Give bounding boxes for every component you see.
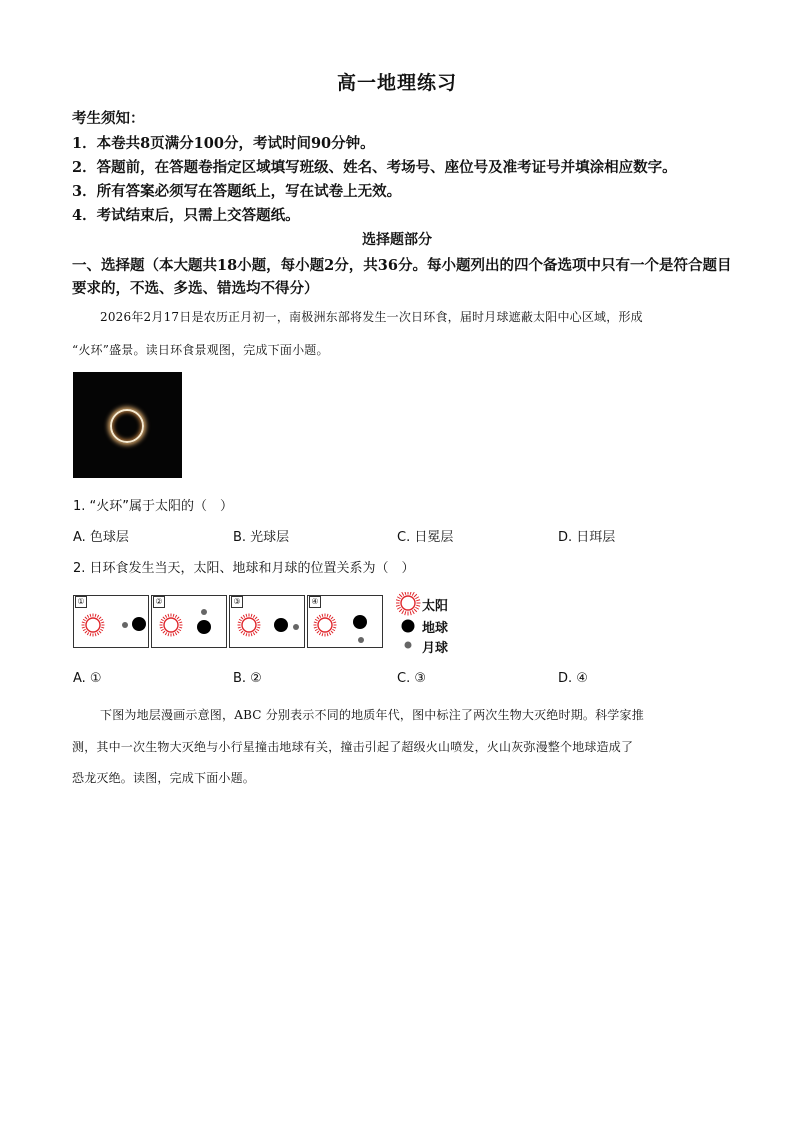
sun-ray [178,629,181,631]
earth-icon [353,615,367,629]
annular-eclipse-photo [73,372,182,478]
moon-icon [201,609,207,615]
diagram-panel-3 [229,595,305,648]
sun-ray [414,594,417,597]
sun-ray [90,614,91,617]
sun-ray [165,615,167,618]
q1-option-d[interactable]: D. 日珥层 [558,530,616,545]
sun-ray [402,592,404,595]
sun-ray [83,619,86,621]
section-title: 选择题部分 [362,232,432,248]
sun-ray [416,605,420,606]
sun-ray [246,633,247,636]
sun-ray [95,633,96,636]
sun-ray [410,611,411,615]
sun-ray [238,627,241,628]
sun-ray [329,615,331,618]
sun-ray [178,619,181,621]
sun-ray [179,627,182,628]
sun-ray [416,600,420,601]
moon-icon [122,622,128,628]
earth-icon [274,618,288,632]
q2-stem: 2. 日环食发生当天，太阳、地球和月球的位置关系为（ ） [73,561,415,576]
q1-option-a[interactable]: A. 色球层 [73,530,129,545]
moon-icon [405,642,412,649]
sun-ray [239,619,242,621]
q1-stem: 1. “火环”属于太阳的（ ） [73,499,234,514]
sun-ray [402,610,404,613]
sun-icon [160,614,183,637]
sun-ray [257,622,260,623]
sun-ray [255,617,257,619]
sun-ray [331,617,333,619]
sun-ray [238,622,241,623]
earth-icon [402,620,415,633]
sun-ray [256,629,259,631]
q2-option-d[interactable]: D. ④ [558,671,588,686]
sun-ray [333,627,336,628]
moon-icon [358,637,364,643]
sun-ray [175,632,177,635]
sun-ray [327,614,328,617]
sun-ray [246,614,247,617]
q2-option-a[interactable]: A. ① [73,671,102,686]
fire-ring-icon [110,409,144,443]
intro2-line3: 恐龙灭绝。读图，完成下面小题。 [72,771,256,785]
notice-item-1: 1．本卷共8页满分100分，考试时间90分钟。 [72,135,375,152]
diagram-panel-1 [73,595,149,648]
q1-option-b[interactable]: B. 光球层 [233,530,290,545]
sun-ray [163,631,165,633]
sun-ray [333,622,336,623]
sun-ray [253,632,255,635]
legend-moon-label: 月球 [422,641,449,656]
sun-ray [314,622,317,623]
sun-ray [87,632,89,635]
sun-ray [85,617,87,619]
earth-icon [132,617,146,631]
sun-ray [414,609,417,612]
sun-ray [396,605,400,606]
sun-ray [95,614,96,617]
notice-item-4: 4．考试结束后，只需上交答题纸。 [72,207,300,224]
sun-ray [83,629,86,631]
sun-ray [90,633,91,636]
sun-ray [243,615,245,618]
sun-ray [397,597,400,599]
sun-ray [255,631,257,633]
diagram-panel-4 [307,595,383,648]
sun-ray [412,592,414,595]
diagram-panel-2 [151,595,227,648]
sun-ray [405,592,406,595]
sun-ray [160,622,163,623]
sun-ray [327,633,328,636]
sun-ray [415,607,418,609]
sun-ray [332,619,335,621]
sun-ray [241,631,243,633]
intro2-line2: 测，其中一次生物大灭绝与小行星撞击地球有关，撞击引起了超级火山喷发，火山灰弥漫整个地球造成了 [72,740,634,754]
sun-ray [82,627,85,628]
sun-ray [239,629,242,631]
notice-heading: 考生须知： [72,110,145,127]
sun-ray [399,609,402,612]
panel-number: ③ [231,596,243,608]
sun-ray [317,617,319,619]
legend-sun-label: 太阳 [422,599,449,614]
q1-option-c[interactable]: C. 日冕层 [397,530,454,545]
sun-ray [415,597,418,599]
sun-ray [257,627,260,628]
notice-item-3: 3．所有答案必须写在答题纸上，写在试卷上无效。 [72,183,402,200]
sun-ray [173,633,174,636]
sun-ray [319,632,321,635]
sun-ray [165,632,167,635]
sun-ray [256,619,259,621]
sun-ray [399,594,402,597]
part1-instructions: 一、选择题（本大题共18小题，每小题2分，共36分。每小题列出的四个备选项中只有一个是符合题目要求的，不选、多选、错选均不得分） [72,257,732,297]
sun-icon [314,614,337,637]
sun-ray [314,627,317,628]
q2-option-c[interactable]: C. ③ [397,671,426,686]
sun-ray [160,627,163,628]
sun-ray [332,629,335,631]
notice-item-2: 2．答题前，在答题卷指定区域填写班级、姓名、考场号、座位号及准考证号并填涂相应数字。 [72,159,677,176]
sun-ray [253,615,255,618]
legend-earth-label: 地球 [422,621,449,636]
sun-icon [396,592,421,616]
sun-ray [396,600,400,601]
sun-ray [329,632,331,635]
sun-ray [87,615,89,618]
sun-ray [168,614,169,617]
sun-ray [315,619,318,621]
sun-ray [397,607,400,609]
sun-ray [319,615,321,618]
sun-ray [177,617,179,619]
diagram-legend [396,592,466,658]
sun-ray [99,617,101,619]
panel-number: ④ [309,596,321,608]
moon-icon [293,624,299,630]
sun-ray [163,617,165,619]
sun-ray [243,632,245,635]
sun-ray [317,631,319,633]
intro2-line1: 下图为地层漫画示意图，ABC 分别表示不同的地质年代，图中标注了两次生物大灭绝时期。科学家推 [100,708,644,722]
sun-ray [331,631,333,633]
sun-icon [82,614,105,637]
sun-ray [97,632,99,635]
sun-ray [251,614,252,617]
panel-number: ② [153,596,165,608]
sun-ray [410,592,411,595]
sun-ray [161,619,164,621]
sun-ray [322,614,323,617]
page-title: 高一地理练习 [336,72,457,94]
earth-icon [197,620,211,634]
q2-option-b[interactable]: B. ② [233,671,262,686]
sun-ray [97,615,99,618]
intro1-line1: 2026年2月17日是农历正月初一，南极洲东部将发生一次日环食，届时月球遮蔽太阳中心区域，形成 [100,310,643,324]
sun-ray [99,631,101,633]
sun-ray [101,622,104,623]
sun-ray [241,617,243,619]
intro1-line2: “火环”盛景。读日环食景观图，完成下面小题。 [72,343,329,357]
sun-icon [238,614,261,637]
sun-ray [161,629,164,631]
sun-ray [179,622,182,623]
sun-ray [405,611,406,615]
sun-ray [101,627,104,628]
sun-ray [412,610,414,613]
sun-ray [168,633,169,636]
panel-number: ① [75,596,87,608]
sun-ray [100,629,103,631]
sun-ray [251,633,252,636]
sun-ray [177,631,179,633]
sun-ray [82,622,85,623]
sun-ray [322,633,323,636]
sun-ray [85,631,87,633]
sun-ray [173,614,174,617]
sun-ray [315,629,318,631]
sun-ray [100,619,103,621]
sun-ray [175,615,177,618]
